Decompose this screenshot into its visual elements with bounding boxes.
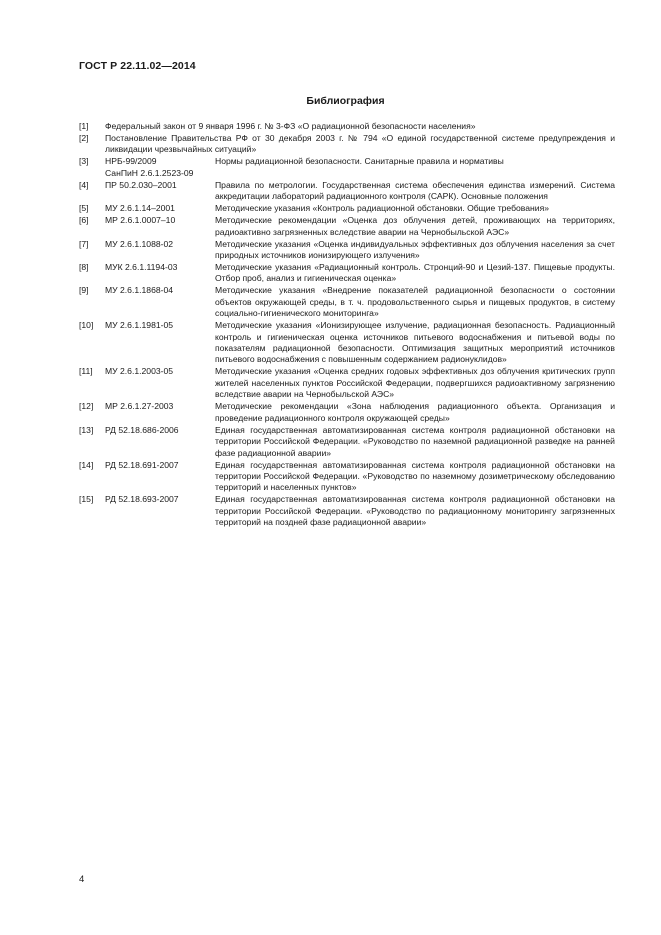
- entry-description: Методические указания «Контроль радиационной обстановки. Общие требования»: [215, 203, 550, 214]
- entry-document-code: МУ 2.6.1.1868-04: [105, 285, 174, 296]
- entry-number: [6]: [79, 215, 89, 226]
- entry-description: Методические указания «Оценка средних годовых эффективных доз облучения критических групп жителей населенных пунктов Российской Федерации, подвергшихся радиоактивному загрязнению вследствие аварии на Чернобыльской АЭС»: [215, 366, 615, 400]
- entry-number: [12]: [79, 401, 94, 412]
- entry-description: Методические указания «Оценка индивидуальных эффективных доз облучения населения за счет природных источников ионизирующего излучения»: [215, 238, 615, 261]
- entry-description: Методические рекомендации «Зона наблюдения радиационного объекта. Организация и проведение радиационного контроля окружающей среды»: [215, 401, 615, 423]
- entry-document-code: МУ 2.6.1.1981-05: [105, 320, 174, 331]
- entry-document-code: МР 2.6.1.27-2003: [105, 401, 174, 412]
- entry-number: [13]: [79, 424, 94, 435]
- bibliography-entry: [79, 133, 615, 156]
- entry-description: Методические рекомендации «Оценка доз облучения детей, проживающих на территориях, радиоактивно загрязненных вследствие аварии на Чернобыльской АЭС»: [215, 215, 615, 237]
- bibliography-entry: [79, 320, 615, 366]
- entry-document-code: МУК 2.6.1.1194-03: [105, 262, 178, 273]
- bibliography-entry: [79, 366, 615, 400]
- bibliography-entry: [79, 425, 615, 459]
- entry-description: Постановление Правительства РФ от 30 декабря 2003 г. № 794 «О единой государственной системе предупреждения и ликвидации чрезвычайных ситуаций»: [105, 133, 615, 155]
- entry-description: Методические указания «Радиационный контроль. Стронций-90 и Цезий-137. Пищевые продукты. Отбор проб, анализ и гигиеническая оценка»: [215, 262, 615, 284]
- entry-document-code: ПР 50.2.030–2001: [105, 179, 177, 190]
- entry-number: [7]: [79, 238, 89, 249]
- entry-description: Методические указания «Ионизирующее излучение, радиационная безопасность. Радиационный контроль и гигиеническая оценка источников питьевого водоснабжения и питьевой воды по показателям радиационной безопасности. Оптимизация защитных мероприятий источников питьевого водоснабжения с повышенным содержанием радионуклидов»: [215, 320, 615, 365]
- bibliography-entry: [79, 156, 615, 179]
- entry-number: [14]: [79, 459, 94, 470]
- bibliography-entry: [79, 180, 615, 203]
- entry-document-code: МР 2.6.1.0007–10: [105, 215, 176, 226]
- entry-description: Нормы радиационной безопасности. Санитарные правила и нормативы: [215, 156, 504, 167]
- entry-description: Единая государственная автоматизированная система контроля радиационной обстановки на территории Российской Федерации. «Руководство по радиационному мониторингу загрязненных территорий на поздней фазе радиационной аварии»: [215, 494, 615, 528]
- entry-description: Правила по метрологии. Государственная система обеспечения единства измерений. Система аккредитации лабораторий радиационного контроля (САРК). Основные положения: [215, 179, 615, 202]
- entry-document-code: МУ 2.6.1.2003-05: [105, 366, 174, 377]
- bibliography-entry: [79, 262, 615, 285]
- entry-document-code: РД 52.18.686-2006: [105, 424, 179, 435]
- entry-description: Единая государственная автоматизированная система контроля радиационной обстановки на территории Российской Федерации. «Руководство по наземному дозиметрическому обследованию территорий и населенных пунктов»: [215, 459, 615, 493]
- bibliography-entry: [79, 401, 615, 424]
- entry-number: [5]: [79, 203, 89, 214]
- entry-number: [2]: [79, 133, 89, 143]
- bibliography-entry: [79, 460, 615, 494]
- bibliography-entry: [79, 215, 615, 238]
- entry-number: [3]: [79, 156, 89, 167]
- bibliography-entry: [79, 121, 615, 132]
- entry-document-code: РД 52.18.691-2007: [105, 459, 179, 470]
- bibliography-entry: [79, 239, 615, 262]
- entry-number: [9]: [79, 285, 89, 296]
- entry-document-code: МУ 2.6.1.14–2001: [105, 203, 175, 214]
- page-number: 4: [79, 874, 85, 885]
- bibliography-entry: [79, 203, 615, 214]
- entry-number: [1]: [79, 121, 89, 131]
- bibliography-entry: [79, 285, 615, 319]
- entry-number: [15]: [79, 494, 94, 505]
- entry-number: [8]: [79, 262, 89, 273]
- bibliography-list: [79, 121, 615, 529]
- page-header-doc-code: ГОСТ Р 22.11.02—2014: [79, 60, 196, 72]
- entry-number: [11]: [79, 366, 93, 377]
- bibliography-entry: [79, 494, 615, 528]
- entry-number: [10]: [79, 320, 94, 331]
- entry-number: [4]: [79, 179, 89, 190]
- entry-document-code: МУ 2.6.1.1088-02: [105, 238, 174, 249]
- entry-description: Федеральный закон от 9 января 1996 г. № 3-ФЗ «О радиационной безопасности населения»: [105, 121, 476, 131]
- entry-description: Методические указания «Внедрение показателей радиационной безопасности о состоянии объектов окружающей среды, в т. ч. продовольственного сырья и пищевых продуктов, в систему социально-гигиенического мониторинга»: [215, 285, 615, 319]
- bibliography-title: Библиография: [306, 95, 385, 107]
- entry-document-code: НРБ-99/2009 СанПиН 2.6.1.2523-09: [105, 156, 194, 178]
- entry-document-code: РД 52.18.693-2007: [105, 494, 179, 505]
- entry-description: Единая государственная автоматизированная система контроля радиационной обстановки на территории Российской Федерации. «Руководство по наземной радиационной разведке на ранней фазе радиационной аварии»: [215, 424, 615, 458]
